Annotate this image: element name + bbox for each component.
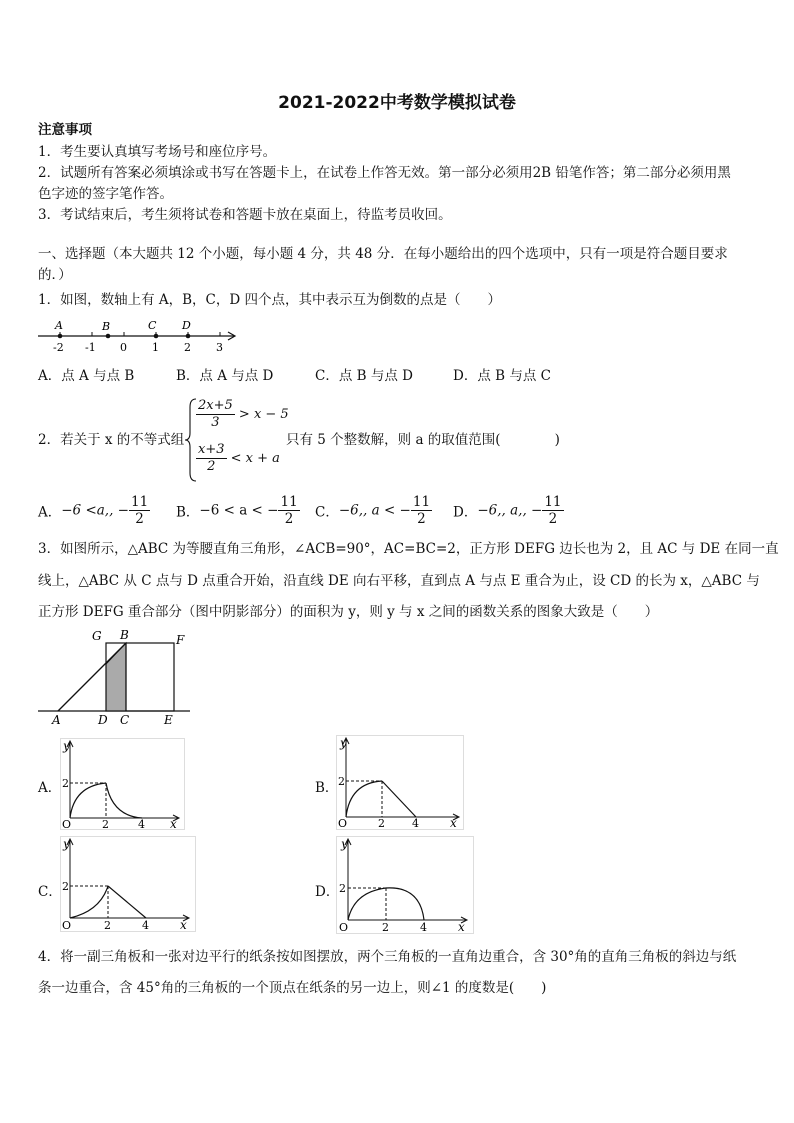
option-numerator: 11	[412, 494, 431, 510]
axis-y-label: y	[340, 736, 347, 750]
option-denominator: 2	[417, 511, 426, 527]
origin-label: O	[62, 818, 72, 830]
option-denominator: 2	[284, 511, 294, 527]
q3-option-d-graph	[336, 836, 474, 934]
option-expr: −6,, a < −	[338, 502, 411, 519]
q2-inequality-1	[196, 398, 289, 431]
x-tick-2: 2	[378, 817, 385, 830]
label-d: D	[98, 713, 108, 727]
label-d: D	[182, 319, 191, 332]
x-tick-4: 4	[412, 817, 419, 830]
q2-suffix: 只有 5 个整数解，则 a 的取值范围( )	[286, 432, 560, 448]
label-b: B	[102, 320, 111, 333]
y-tick-2: 2	[339, 882, 346, 895]
tick-label: -1	[85, 341, 96, 354]
ineq1-rest: > x − 5	[238, 407, 289, 422]
curve-rise	[348, 888, 386, 920]
q3-option-b-label: B．	[315, 780, 339, 796]
option-expr: −6 <a,, −	[61, 502, 129, 519]
curve-fall	[106, 783, 142, 818]
tick-label: 3	[216, 341, 223, 354]
curve-rise	[70, 886, 108, 918]
notice-item: 色字迹的签字笔作答。	[38, 186, 173, 202]
q4-stem-line: 4．将一副三角板和一张对边平行的纸条按如图摆放，两个三角板的一直角边重合，含 30°角的直角三角板的斜边与纸	[38, 949, 737, 965]
point-b	[106, 334, 111, 339]
line-fall	[108, 886, 146, 918]
option-label: B．	[176, 504, 200, 521]
origin-label: O	[62, 919, 72, 932]
axis-x-label: x	[180, 918, 187, 932]
tick-label: 1	[152, 341, 159, 354]
x-tick-4: 4	[142, 919, 149, 932]
ineq1-numerator: 2x+5	[198, 398, 233, 413]
q3-option-a-label: A．	[38, 780, 62, 796]
option-denominator: 2	[548, 511, 558, 527]
label-c: C	[148, 319, 157, 332]
ineq2-rest: < x + a	[230, 451, 280, 466]
axis-y-label: y	[63, 739, 70, 753]
curve-rise	[70, 783, 106, 818]
ineq1-denominator: 3	[211, 415, 220, 430]
q3-option-c-label: C．	[38, 884, 62, 900]
option-expr: −6 < a < −	[199, 502, 279, 519]
point-d	[186, 334, 191, 339]
q2-inequality-2	[196, 442, 280, 475]
y-tick-2: 2	[62, 777, 69, 790]
tick-label: 2	[184, 341, 191, 354]
q1-option-c: C．点 B 与点 D	[315, 368, 413, 384]
point-a	[58, 334, 63, 339]
option-numerator: 11	[544, 494, 562, 510]
label-a: A	[55, 319, 63, 332]
axis-y-label: y	[63, 837, 70, 851]
axis-x-label: x	[450, 816, 457, 830]
label-c: C	[120, 713, 130, 727]
q2-option-c	[315, 494, 432, 527]
option-label: C．	[315, 504, 339, 521]
tick-label: -2	[53, 341, 64, 354]
origin-label: O	[338, 817, 348, 830]
notice-item: 1．考生要认真填写考场号和座位序号。	[38, 144, 277, 160]
curve-fall	[386, 888, 424, 920]
q3-option-c-graph	[60, 836, 196, 932]
x-tick-4: 4	[138, 818, 145, 830]
x-tick-4: 4	[420, 921, 427, 934]
q3-stem-line: 线上，△ABC 从 C 点与 D 点重合开始，沿直线 DE 向右平移，直到点 A 与点 E 重合为止，设 CD 的长为 x，△ABC 与	[38, 573, 760, 589]
option-label: A．	[38, 504, 62, 521]
axis-x-label: x	[458, 920, 465, 934]
q1-option-d: D．点 B 与点 C	[453, 368, 551, 384]
ineq2-denominator: 2	[207, 459, 216, 474]
origin-label: O	[339, 921, 349, 934]
q3-option-b-graph	[336, 735, 464, 830]
line-fall	[382, 781, 416, 817]
q3-main-figure	[38, 626, 192, 728]
axis-y-label: y	[341, 837, 348, 851]
number-line-ticks	[60, 332, 220, 336]
q2-option-b	[176, 494, 300, 527]
point-c	[154, 334, 159, 339]
section-heading-cont: 的．）	[38, 267, 72, 283]
q1-number-line	[36, 316, 246, 356]
x-tick-2: 2	[104, 919, 111, 932]
q2-option-a	[38, 494, 150, 527]
label-b: B	[120, 628, 129, 642]
option-label: D．	[453, 504, 478, 521]
label-g: G	[92, 629, 102, 643]
page-title: 2021-2022中考数学模拟试卷	[278, 93, 516, 113]
q3-option-a-graph	[60, 738, 185, 830]
q3-stem-line: 3．如图所示，△ABC 为等腰直角三角形，∠ACB=90°，AC=BC=2，正方形 DEFG 边长也为 2，且 AC 与 DE 在同一直	[38, 541, 779, 557]
section-heading: 一、选择题（本大题共 12 个小题，每小题 4 分，共 48 分．在每小题给出的四个选项中，只有一项是符合题目要求	[38, 246, 728, 262]
x-tick-2: 2	[102, 818, 109, 830]
option-numerator: 11	[280, 494, 298, 510]
option-denominator: 2	[135, 511, 144, 527]
label-a: A	[52, 713, 61, 727]
x-tick-2: 2	[382, 921, 389, 934]
q3-stem-line: 正方形 DEFG 重合部分（图中阴影部分）的面积为 y，则 y 与 x 之间的函数关系的图象大致是（ ）	[38, 604, 659, 620]
curve-rise	[346, 781, 382, 817]
q2-prefix: 2．若关于 x 的不等式组	[38, 432, 185, 448]
option-expr: −6,, a,, −	[477, 502, 543, 519]
q4-stem-line: 条一边重合，含 45°角的三角板的一个顶点在纸条的另一边上，则∠1 的度数是( )	[38, 980, 547, 996]
notice-item: 2．试题所有答案必须填涂或书写在答题卡上，在试卷上作答无效。第一部分必须用2B 铅笔作答；第二部分必须用黑	[38, 165, 731, 181]
option-numerator: 11	[131, 494, 149, 510]
label-e: E	[164, 713, 173, 727]
label-f: F	[176, 633, 185, 647]
q2-option-d	[453, 494, 564, 527]
q1-option-b: B．点 A 与点 D	[176, 368, 274, 384]
q1-option-a: A．点 A 与点 B	[38, 368, 135, 384]
y-tick-2: 2	[338, 775, 345, 788]
q3-option-d-label: D．	[315, 884, 340, 900]
tick-label: 0	[120, 341, 127, 354]
notice-heading: 注意事项	[38, 122, 92, 138]
axis-x-label: x	[170, 817, 177, 830]
y-tick-2: 2	[62, 880, 69, 893]
q1-stem: 1．如图，数轴上有 A，B，C，D 四个点，其中表示互为倒数的点是（ ）	[38, 292, 501, 308]
ineq2-numerator: x+3	[198, 442, 225, 457]
notice-item: 3．考试结束后，考生须将试卷和答题卡放在桌面上，待监考员收回。	[38, 207, 452, 223]
